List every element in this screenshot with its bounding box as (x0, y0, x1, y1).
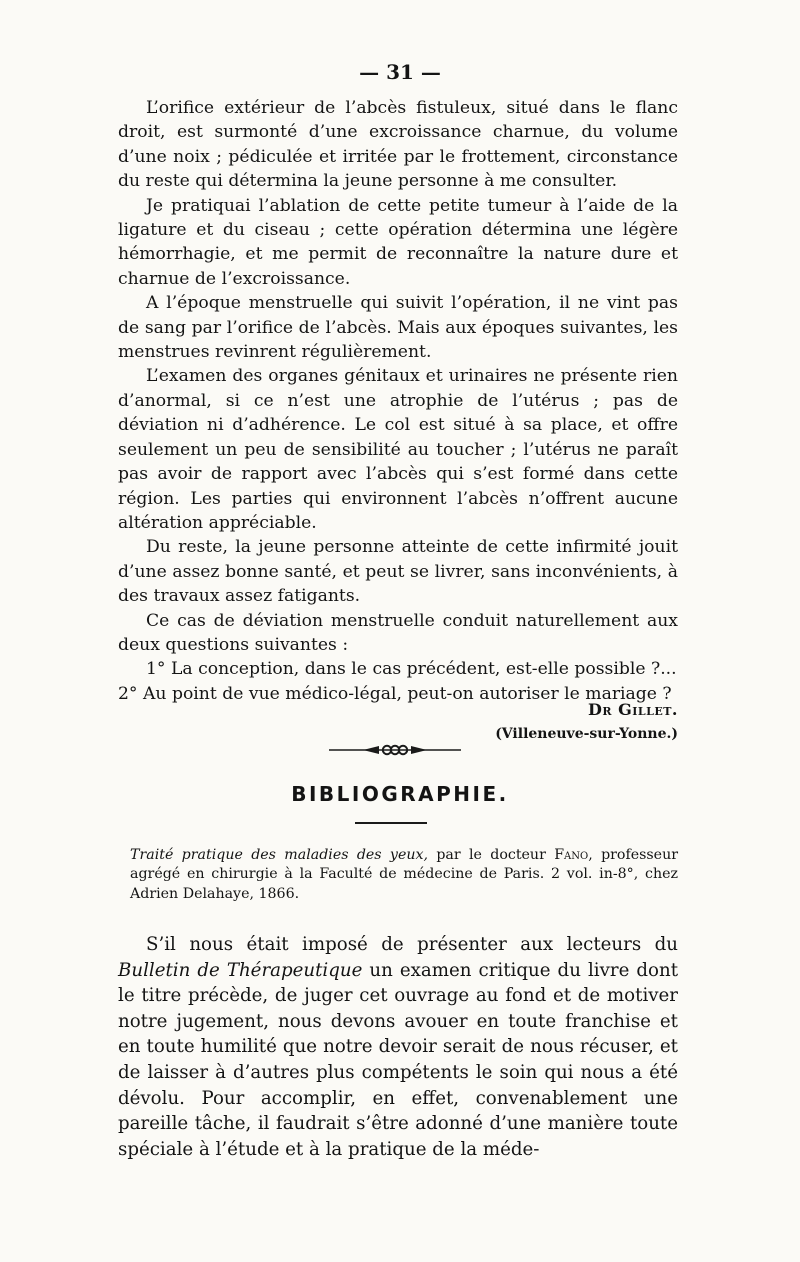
ornament-divider-icon (329, 740, 461, 760)
section-title: BIBLIOGRAPHIE. (291, 782, 509, 806)
title-rule (355, 822, 427, 824)
book-title: Traité pratique des maladies des yeux, (130, 847, 428, 863)
author-location: (Villeneuve-sur-Yonne.) (495, 726, 678, 742)
question-2: 2° Au point de vue médico-légal, peut-on autoriser le mariage ? (118, 683, 672, 704)
review-text-part1: S’il nous était imposé de présenter aux lecteurs du (146, 934, 678, 955)
question-1: 1° La conception, dans le cas précédent, est-elle possible ?... (146, 659, 677, 680)
review-text-part2: un examen critique du livre dont le titre précède, de juger cet ouvrage au fond et de motiver notre jugement, nous devons avouer en toute franchise et en toute humilité que notre devoir serait de nous récuser, et de laisser à d’autres plus compétents le soin qui nous a été dévolu. Pour accomplir, en effet, convenablement une pareille tâche, il faudrait s’être adonné d’une manière toute spéciale à l’étude et à la pratique de la méde- (118, 959, 679, 1160)
review-text (118, 932, 678, 1162)
paragraph: Ce cas de déviation menstruelle conduit naturellement aux deux questions suivantes : (118, 610, 678, 655)
journal-name: Bulletin de Thérapeutique (118, 959, 363, 981)
book-by: par le docteur (428, 847, 555, 863)
book-reference (130, 846, 678, 904)
paragraph: L’orifice extérieur de l’abcès fistuleux, situé dans le flanc droit, est surmonté d’une excroissance charnue, du volume d’une noix ; pédiculée et irritée par le frottement, circonstance du reste qui détermina la jeune personne à me consulter. (118, 98, 678, 192)
case-report-text (118, 96, 678, 706)
author-signature: Dr Gillet. (587, 700, 678, 719)
paragraph: L’examen des organes génitaux et urinaires ne présente rien d’anormal, si ce n’est une atrophie de l’utérus ; pas de déviation ni d’adhérence. Le col est situé à sa place, et offre seulement un peu de sensibilité au toucher ; l’utérus ne paraît pas avoir de rapport avec l’abcès qui s’est formé dans cette région. Les parties qui environnent l’abcès n’offrent aucune altération appréciable. (118, 366, 678, 533)
page-number: — 31 — (359, 60, 441, 84)
paragraph (118, 932, 678, 1162)
paragraph: Du reste, la jeune personne atteinte de cette infirmité jouit d’une assez bonne santé, et peut se livrer, sans inconvénients, à des travaux assez fatigants. (118, 537, 678, 607)
book-author: Fano (554, 847, 589, 863)
book-details: , professeur agrégé en chirurgie à la Faculté de médecine de Paris. 2 vol. in-8°, chez Adrien Delahaye, 1866. (130, 847, 678, 902)
paragraph: Je pratiquai l’ablation de cette petite tumeur à l’aide de la ligature et du ciseau ; cette opération détermina une légère hémorrhagie, et me permit de reconnaître la nature dure et charnue de l’excroissance. (118, 195, 678, 289)
paragraph: A l’époque menstruelle qui suivit l’opération, il ne vint pas de sang par l’orifice de l’abcès. Mais aux époques suivantes, les menstrues revinrent régulièrement. (118, 293, 678, 363)
